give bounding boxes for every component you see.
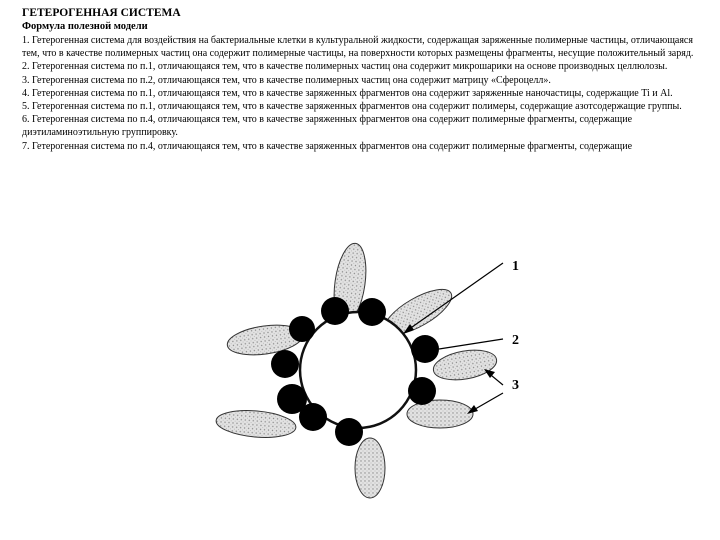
claim-4: 4. Гетерогенная система по п.1, отличающаяся тем, что в качестве заряженных фрагментов она содержит заряженные наночастицы, содержащие Ti и Al. <box>22 87 673 99</box>
charged-fragment <box>358 298 386 326</box>
petal-bottom <box>355 438 385 498</box>
charged-fragment <box>299 403 327 431</box>
claim-3: 3. Гетерогенная система по п.2, отличающаяся тем, что в качестве полимерных частиц она содержит матрицу «Сфероцелл». <box>22 74 551 86</box>
claim-2: 2. Гетерогенная система по п.1, отличающаяся тем, что в качестве полимерных частиц она содержит микрошарики на основе производных целлюлозы. <box>22 61 668 73</box>
label-1: 1 <box>512 259 519 274</box>
document-title: ГЕТЕРОГЕННАЯ СИСТЕМА <box>22 7 181 19</box>
petal-left-lower <box>215 408 297 441</box>
charged-fragment <box>408 377 436 405</box>
petal-right-upper <box>431 346 499 385</box>
charged-fragment <box>411 335 439 363</box>
charged-fragment <box>321 297 349 325</box>
document-subtitle: Формула полезной модели <box>22 21 148 32</box>
label-2: 2 <box>512 333 519 348</box>
claim-7: 7. Гетерогенная система по п.4, отличающаяся тем, что в качестве заряженных фрагментов она содержит полимерные фрагменты, содержащие <box>22 140 633 152</box>
label-3: 3 <box>512 378 519 393</box>
claim-1: 1. Гетерогенная система для воздействия на бактериальные клетки в культуральной жидкости, содержащая заряженные полимерные частицы, отличающаяся тем, что в качестве полимерных частиц она содержит полимерные частицы, на поверхности которых размещены фрагменты, несущие положительный заряд. <box>22 35 694 60</box>
charged-fragment <box>335 418 363 446</box>
charged-fragment <box>271 350 299 378</box>
charged-fragment <box>289 316 315 342</box>
petal-right-lower <box>407 400 473 428</box>
leader-line-2 <box>439 339 503 349</box>
claim-5: 5. Гетерогенная система по п.1, отличающаяся тем, что в качестве заряженных фрагментов она содержит полимеры, содержащие азотсодержащие группы. <box>22 101 682 113</box>
claim-6: 6. Гетерогенная система по п.4, отличающаяся тем, что в качестве заряженных фрагментов она содержит полимерные фрагменты, содержащие диэтиламиноэтильную группировку. <box>22 114 633 139</box>
